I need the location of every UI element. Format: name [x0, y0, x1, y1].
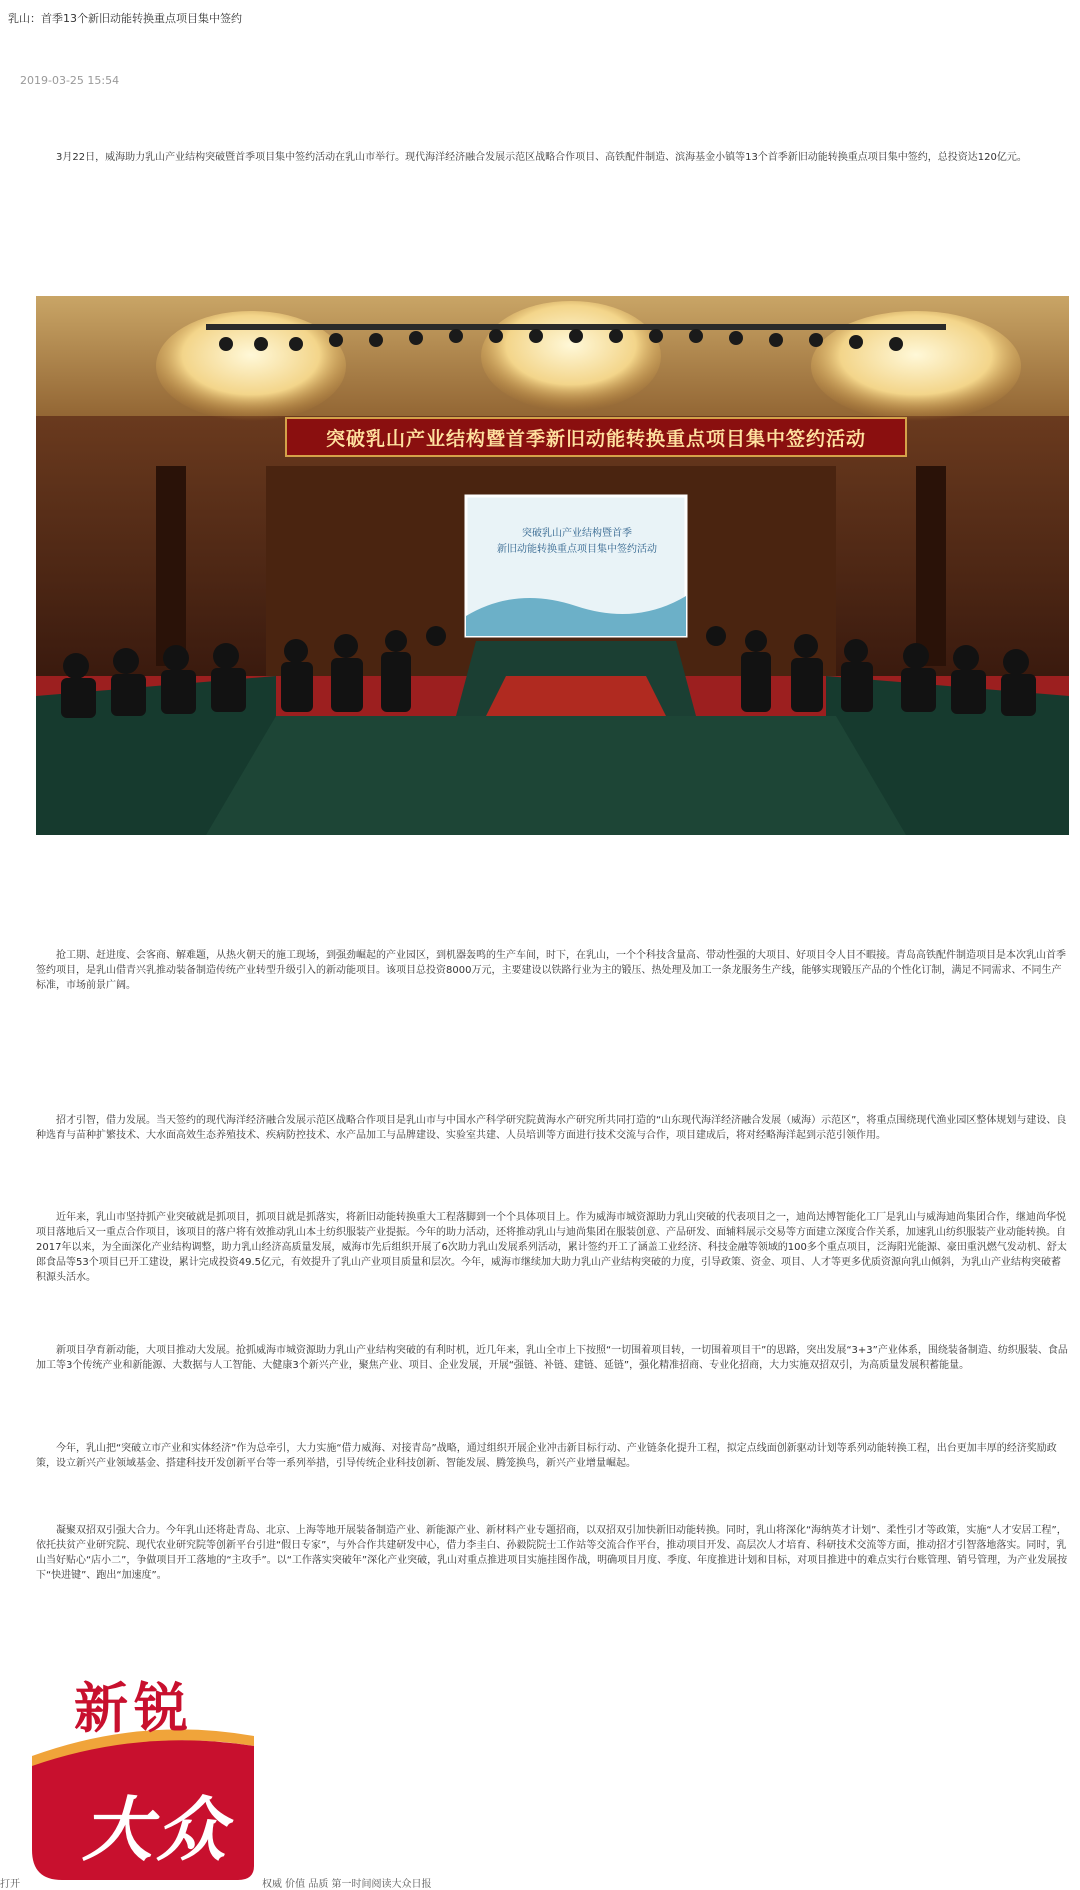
article-paragraph: 抢工期、赶进度、会客商、解难题，从热火朝天的施工现场，到强劲崛起的产业园区，到机器轰鸣的生产车间，时下，在乳山，一个个科技含量高、带动性强的大项目、好项目令人目不暇接。青岛高铁配件制造项目是本次乳山首季签约项目，是乳山借青兴乳推动装备制造传统产业转型升级引入的新动能项目。该项目总投资8000万元，主要建设以铁路行业为主的锻压、热处理及加工一条龙服务生产线，能够实现锻压产品的个性化订制，满足不同需求、不同生产标准，市场前景广阔。: [36, 950, 1066, 991]
article-paragraph: 今年，乳山把“突破立市产业和实体经济”作为总牵引，大力实施“借力威海、对接青岛”战略，通过组织开展企业冲击新目标行动、产业链条化提升工程，拟定点线面创新驱动计划等系列动能转换工程，出台更加丰厚的经济奖励政策，设立新兴产业领域基金、搭建科技开发创新平台等一系列举措，引导传统企业科技创新、智能发展、腾笼换鸟，新兴产业增量崛起。: [36, 1443, 1057, 1469]
article-paragraph: 3月22日，威海助力乳山产业结构突破暨首季项目集中签约活动在乳山市举行。现代海洋经济融合发展示范区战略合作项目、高铁配件制造、滨海基金小镇等13个首季新旧动能转换重点项目集中签约，总投资达120亿元。: [56, 152, 1027, 163]
photo-screen-text: [472, 526, 682, 558]
article-photo: [36, 296, 1069, 835]
article-paragraph: 凝聚双招双引强大合力。今年乳山还将赴青岛、北京、上海等地开展装备制造产业、新能源产业、新材料产业专题招商，以双招双引加快新旧动能转换。同时，乳山将深化“海纳英才计划”、柔性引才等政策，实施“人才安居工程”，依托扶贫产业研究院、现代农业研究院等创新平台引进“假日专家”，与外合作共建研发中心，借力李圭白、孙毅院院士工作站等交流合作平台，推动项目开发、高层次人才培育、科研技术交流等方面，推动招才引智落地落实。同时，乳山当好贴心“店小二”，争做项目开工落地的“主攻手”。以“工作落实突破年”深化产业突破，乳山对重点推进项目实施挂图作战，明确项目月度、季度、年度推进计划和目标，对项目推进中的难点实行台账管理、销号管理，为产业发展按下“快进键”、跑出“加速度”。: [36, 1525, 1068, 1581]
dazhong-logo: [22, 1666, 262, 1881]
photo-banner-text: 突破乳山产业结构暨首季新旧动能转换重点项目集中签约活动: [325, 427, 866, 450]
open-link[interactable]: 打开: [0, 1879, 20, 1890]
meeting-room-illustration: [36, 296, 1069, 835]
screen-line: 突破乳山产业结构暨首季: [522, 528, 632, 539]
logo-top-text: 新锐: [74, 1676, 194, 1740]
article-paragraph: 招才引智，借力发展。当天签约的现代海洋经济融合发展示范区战略合作项目是乳山市与中国水产科学研究院黄海水产研究所共同打造的“山东现代海洋经济融合发展（威海）示范区”，将重点围绕现代渔业园区整体规划与建设、良种选育与苗种扩繁技术、大水面高效生态养殖技术、疾病防控技术、水产品加工与品牌建设、实验室共建、人员培训等方面进行技术交流与合作，项目建成后，将对经略海洋起到示范引领作用。: [36, 1115, 1067, 1141]
footer-slogan: 权威 价值 品质 第一时间阅读大众日报: [262, 1879, 432, 1890]
publish-date: 2019-03-25 15:54: [20, 74, 120, 87]
article-paragraph: 近年来，乳山市坚持抓产业突破就是抓项目，抓项目就是抓落实，将新旧动能转换重大工程落脚到一个个具体项目上。作为威海市城资源助力乳山突破的代表项目之一，迪尚达博智能化工厂是乳山与威海迪尚集团合作，继迪尚华悦项目落地后又一重点合作项目，该项目的落户将有效推动乳山本土纺织服装产业提振。今年的助力活动，还将推动乳山与迪尚集团在服装创意、产品研发、面辅料展示交易等方面建立深度合作关系，加速乳山纺织服装产业动能转换。自2017年以来，为全面深化产业结构调整，助力乳山经济高质量发展，威海市先后组织开展了6次助力乳山发展系列活动，累计签约开工了涵盖工业经济、科技金融等领域的100多个重点项目，泛海阳光能源、豪田重汎燃气发动机、舒太郎食品等53个项目已开工建设，累计完成投资49.5亿元，有效提升了乳山产业项目质量和层次。今年，威海市继续加大助力乳山产业结构突破的力度，引导政策、资金、项目、人才等更多优质资源向乳山倾斜，为乳山产业结构突破蓄积源头活水。: [36, 1212, 1067, 1283]
logo-bottom-text: 大众: [82, 1788, 230, 1871]
page-title: 乳山：首季13个新旧动能转换重点项目集中签约: [8, 12, 242, 25]
article-paragraph: 新项目孕育新动能，大项目推动大发展。抢抓威海市城资源助力乳山产业结构突破的有利时机，近几年来，乳山全市上下按照“一切围着项目转，一切围着项目干”的思路，突出发展“3+3”产业体系，围绕装备制造、纺织服装、食品加工等3个传统产业和新能源、大数据与人工智能、大健康3个新兴产业，聚焦产业、项目、企业发展，开展“强链、补链、建链、延链”，强化精准招商、专业化招商，大力实施双招双引，为高质量发展积蓄能量。: [36, 1345, 1068, 1371]
screen-line: 新旧动能转换重点项目集中签约活动: [497, 544, 657, 555]
